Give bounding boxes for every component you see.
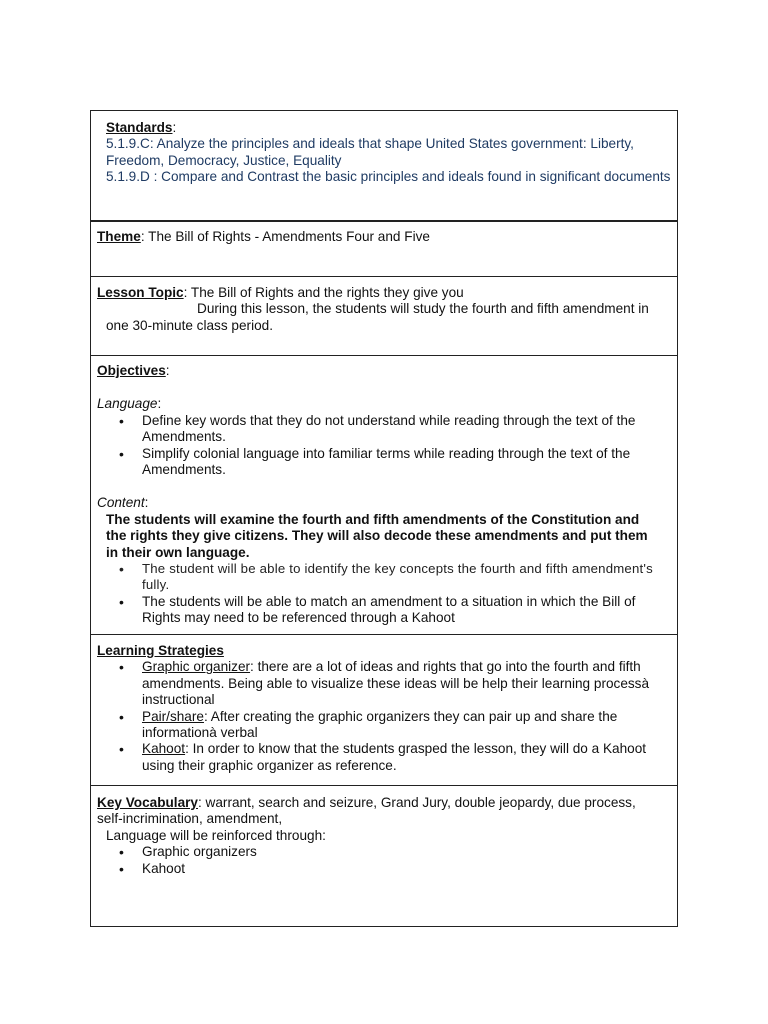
lesson-topic-section [91, 277, 677, 356]
reinforcement-list [97, 844, 671, 877]
objectives-section: Objectives: Language: • Define key words that they do not understand while reading through the text of the Amendments. • Simplify colonial language into familiar terms while reading through the text of the Amendments. Content: The students will examine the fourth and fifth amendments of the Constitution and the rights they give citizens. They will also decode these amendments and put them in their own language. • The student will be able to identify the key concepts the fourth and fifth amendment's fully. • The students will be able to match an amendment to a situation in which the Bill of Rights may need to be referenced through a Kahoot [91, 356, 677, 635]
lesson-topic-description: During this lesson, the students will study the fourth and fifth amendment in one 30-minute class period. [106, 301, 649, 333]
list-item: • The students will be able to match an amendment to a situation in which the Bill of Rights may need to be referenced through a Kahoot [97, 594, 663, 627]
list-item: • Graphic organizer: there are a lot of ideas and rights that go into the fourth and fifth amendments. Being able to visualize these ideas will be help their learning processà instructional [97, 659, 657, 708]
objectives-label: Objectives [97, 363, 166, 378]
language-objectives-list [97, 413, 671, 479]
content-statement: The students will examine the fourth and fifth amendments of the Constitution and the rights they give citizens. They will also decode these amendments and put them in their own language. [106, 511, 648, 560]
learning-strategies-section [91, 635, 677, 786]
key-vocabulary-label: Key Vocabulary [97, 795, 198, 810]
theme-text: : The Bill of Rights - Amendments Four and Five [140, 229, 430, 244]
lesson-topic-text: : The Bill of Rights and the rights they give you [183, 285, 464, 300]
list-item: • Define key words that they do not understand while reading through the text of the Amendments. [97, 413, 651, 446]
lesson-topic-label: Lesson Topic [97, 285, 184, 300]
learning-strategies-label: Learning Strategies [97, 643, 224, 658]
standard-item: 5.1.9.D : Compare and Contrast the basic principles and ideals found in significant documents [106, 169, 671, 185]
key-vocabulary-section [91, 786, 677, 926]
list-item: • Pair/share: After creating the graphic organizers they can pair up and share the informationà verbal [97, 709, 657, 742]
list-item: • Graphic organizers [97, 844, 671, 860]
list-item: • Kahoot: In order to know that the students grasped the lesson, they will do a Kahoot using their graphic organizer as reference. [97, 741, 657, 774]
content-objectives-list [97, 561, 671, 627]
language-label: Language [97, 396, 158, 412]
list-item: • The student will be able to identify the key concepts the fourth and fifth amendment's fully. [97, 561, 663, 594]
reinforced-label: Language will be reinforced through: [106, 827, 326, 843]
theme-section [91, 222, 677, 277]
list-item: • Kahoot [97, 861, 671, 877]
standard-item: 5.1.9.C: Analyze the principles and ideals that shape United States government: Liberty, Freedom, Democracy, Justice, Equality [106, 136, 634, 168]
standards-label: Standards [106, 120, 173, 135]
lesson-plan-table [90, 110, 678, 927]
standards-section: Standards: 5.1.9.C: Analyze the principles and ideals that shape United States government: Liberty, Freedom, Democracy, Justice, Equality 5.1.9.D : Compare and Contrast the basic principles and ideals found in significant documents [91, 111, 677, 222]
theme-label: Theme [97, 229, 141, 244]
key-vocabulary-text: : warrant, search and seizure, Grand Jury, double jeopardy, due process, self-incrimination, amendment, [97, 795, 636, 827]
list-item: • Simplify colonial language into familiar terms while reading through the text of the Amendments. [97, 446, 651, 479]
content-label: Content [97, 495, 145, 511]
learning-strategies-list [97, 659, 671, 774]
